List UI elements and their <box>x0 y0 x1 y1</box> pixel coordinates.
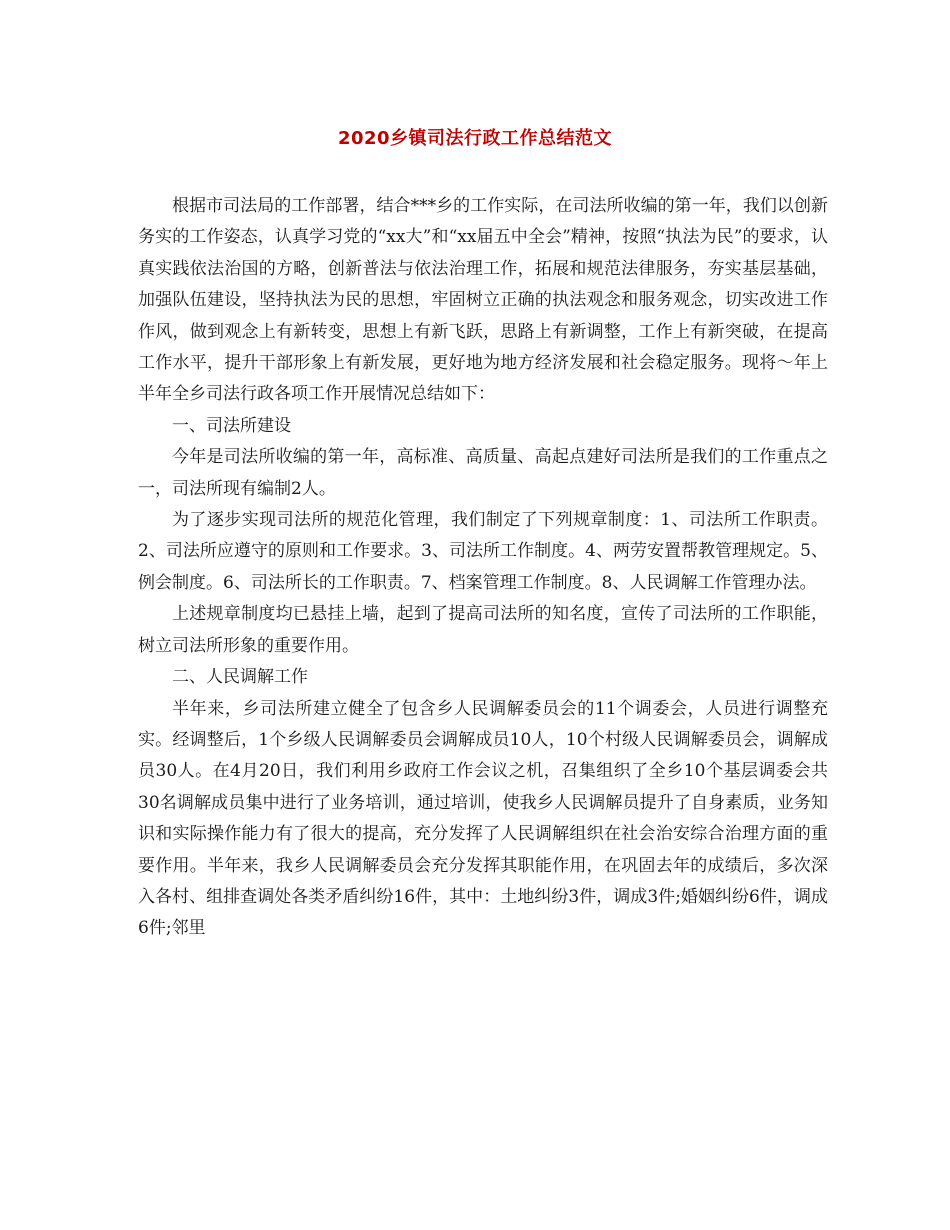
paragraph: 上述规章制度均已悬挂上墙，起到了提高司法所的知名度，宣传了司法所的工作职能，树立司法所形象的重要作用。 <box>138 604 828 656</box>
section-heading-mediation: 二、人民调解工作 <box>172 667 308 688</box>
section-heading-judicial-office: 一、司法所建设 <box>172 415 291 436</box>
intro-paragraph: 根据市司法局的工作部署，结合***乡的工作实际，在司法所收编的第一年，我们以创新务实的工作姿态，认真学习党的“xx大”和“xx届五中全会”精神，按照“执法为民”的要求，认真实践依法治国的方略，创新普法与依法治理工作，拓展和规范法律服务，夯实基层基础，加强队伍建设，坚持执法为民的思想，牢固树立正确的执法观念和服务观念，切实改进工作作风，做到观念上有新转变，思想上有新飞跃，思路上有新调整，工作上有新突破，在提高工作水平，提升干部形象上有新发展，更好地为地方经济发展和社会稳定服务。现将～年上半年全乡司法行政各项工作开展情况总结如下： <box>138 196 828 405</box>
document-title: 2020乡镇司法行政工作总结范文 <box>337 128 613 149</box>
document-body <box>138 191 828 945</box>
paragraph: 为了逐步实现司法所的规范化管理，我们制定了下列规章制度：1、司法所工作职责。2、司法所应遵守的原则和工作要求。3、司法所工作制度。4、两劳安置帮教管理规定。5、例会制度。6、司法所长的工作职责。7、档案管理工作制度。8、人民调解工作管理办法。 <box>138 510 828 593</box>
paragraph: 今年是司法所收编的第一年，高标准、高质量、高起点建好司法所是我们的工作重点之一，司法所现有编制2人。 <box>138 447 828 499</box>
paragraph: 半年来，乡司法所建立健全了包含乡人民调解委员会的11个调委会，人员进行调整充实。经调整后，1个乡级人民调解委员会调解成员10人，10个村级人民调解委员会，调解成员30人。在4月20日，我们利用乡政府工作会议之机，召集组织了全乡10个基层调委会共30名调解成员集中进行了业务培训，通过培训，使我乡人民调解员提升了自身素质，业务知识和实际操作能力有了很大的提高，充分发挥了人民调解组织在社会治安综合治理方面的重要作用。半年来，我乡人民调解委员会充分发挥其职能作用，在巩固去年的成绩后，多次深入各村、组排查调处各类矛盾纠纷16件，其中：土地纠纷3件，调成3件;婚姻纠纷6件，调成6件;邻里 <box>138 698 828 939</box>
